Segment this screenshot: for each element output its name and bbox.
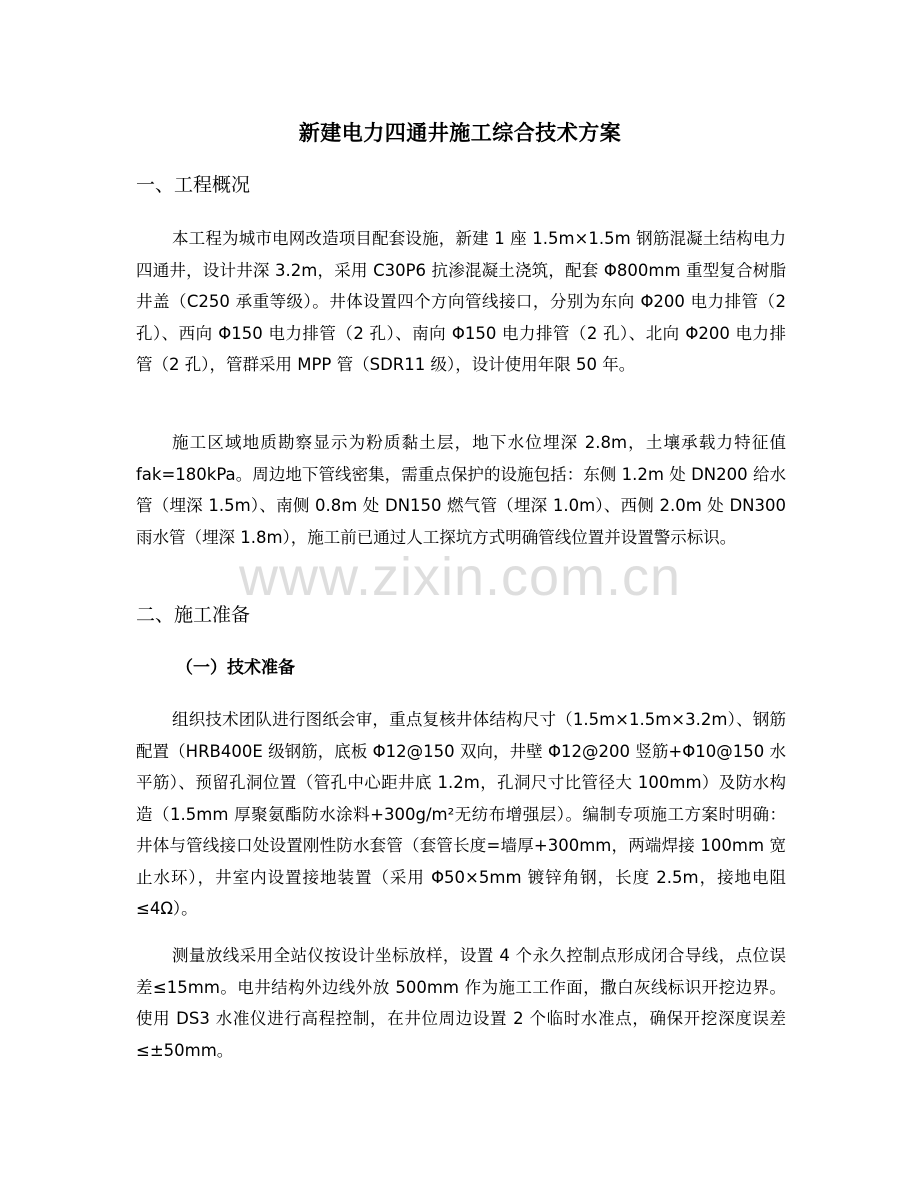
subsection-heading-technical: （一）技术准备 bbox=[176, 658, 295, 678]
section-heading-overview: 一、工程概况 bbox=[136, 174, 251, 196]
technical-paragraph-1: 组织技术团队进行图纸会审，重点复核井体结构尺寸（1.5m×1.5m×3.2m）、钢筋配置（HRB400E 级钢筋，底板 Φ12@150 双向，井壁 Φ12@200 竖筋+Φ10@150 水平筋）、预留孔洞位置（管孔中心距井底 1.2m，孔洞尺寸比管径大 100mm）及防水构造（1.5mm 厚聚氨酯防水涂料+300g/m²无纺布增强层）。编制专项施工方案时明确：井体与管线接口处设置刚性防水套管（套管长度=墙厚+300mm，两端焊接 100mm 宽止水环），井室内设置接地装置（采用 Φ50×5mm 镀锌角钢，长度 2.5m，接地电阻≤4Ω）。 bbox=[136, 710, 786, 918]
overview-paragraph-2: 施工区域地质勘察显示为粉质黏土层，地下水位埋深 2.8m，土壤承载力特征值 fak=180kPa。周边地下管线密集，需重点保护的设施包括：东侧 1.2m 处 DN200 给水管（埋深 1.5m）、南侧 0.8m 处 DN150 燃气管（埋深 1.0m）、西侧 2.0m 处 DN300 雨水管（埋深 1.8m），施工前已通过人工探坑方式明确管线位置并设置警示标识。 bbox=[136, 433, 786, 547]
watermark: www.zixin.com.cn bbox=[238, 547, 682, 607]
overview-paragraph-1: 本工程为城市电网改造项目配套设施，新建 1 座 1.5m×1.5m 钢筋混凝土结构电力四通井，设计井深 3.2m，采用 C30P6 抗渗混凝土浇筑，配套 Φ800mm 重型复合树脂井盖（C250 承重等级）。井体设置四个方向管线接口，分别为东向 Φ200 电力排管（2 孔）、西向 Φ150 电力排管（2 孔）、南向 Φ150 电力排管（2 孔）、北向 Φ200 电力排管（2 孔），管群采用 MPP 管（SDR11 级），设计使用年限 50 年。 bbox=[136, 229, 786, 374]
technical-paragraph-2: 测量放线采用全站仪按设计坐标放样，设置 4 个永久控制点形成闭合导线，点位误差≤15mm。电井结构外边线外放 500mm 作为施工工作面，撒白灰线标识开挖边界。使用 DS3 水准仪进行高程控制，在井位周边设置 2 个临时水准点，确保开挖深度误差≤±50mm。 bbox=[136, 946, 786, 1060]
document-title: 新建电力四通井施工综合技术方案 bbox=[298, 121, 622, 145]
section-heading-preparation: 二、施工准备 bbox=[136, 604, 251, 626]
